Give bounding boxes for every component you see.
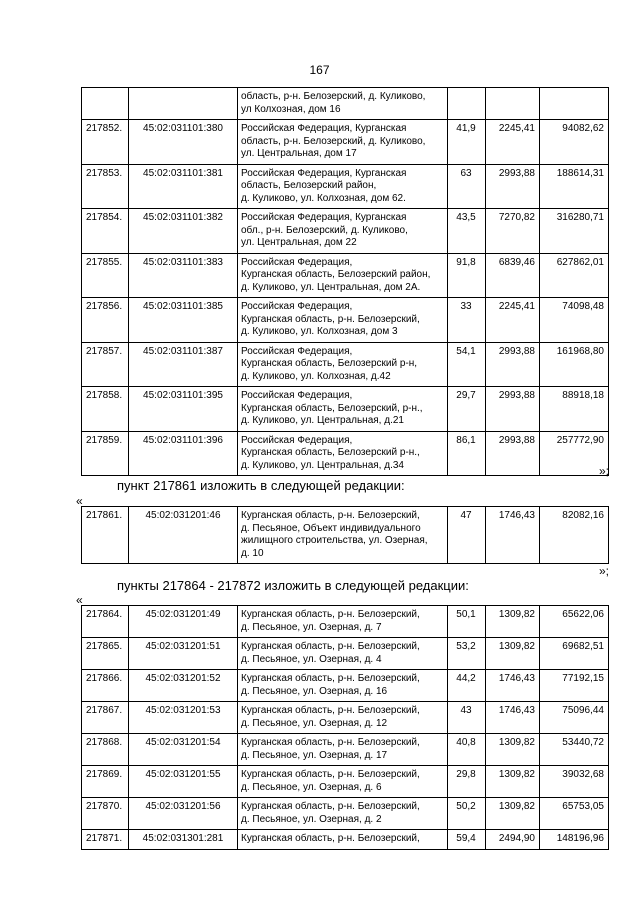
row-number-cell: 217867.	[82, 702, 129, 734]
row-number-cell: 217866.	[82, 670, 129, 702]
table-row	[82, 120, 609, 165]
cadastral-value-cell: 148196,96	[540, 830, 609, 850]
property-table-1	[81, 87, 609, 476]
cadastral-value-cell: 88918,18	[540, 387, 609, 432]
area-cell	[448, 88, 486, 120]
row-number-cell: 217865.	[82, 638, 129, 670]
row-number-cell: 217856.	[82, 298, 129, 343]
row-number-cell: 217864.	[82, 606, 129, 638]
address-line: Российская Федерация,	[241, 434, 353, 446]
address-line: д. Песьяное, ул. Озерная, д. 6	[241, 781, 382, 793]
area-cell: 59,4	[448, 830, 486, 850]
address-cell	[238, 638, 448, 670]
row-number-cell: 217854.	[82, 209, 129, 254]
cadastral-value-cell: 94082,62	[540, 120, 609, 165]
address-line: д. Песьяное, ул. Озерная, д. 16	[241, 685, 388, 697]
cadastral-value-cell: 161968,80	[540, 342, 609, 387]
address-line: Курганская область, р-н. Белозерский,	[241, 833, 420, 844]
address-line: жилищного строительства, ул. Озерная,	[241, 535, 428, 546]
instruction-1: пункт 217861 изложить в следующей редакции:	[117, 478, 405, 493]
address-line: ул. Центральная, дом 22	[241, 237, 357, 248]
row-number-cell: 217859.	[82, 431, 129, 476]
address-line: Курганская область, Белозерский район,	[241, 269, 431, 280]
address-cell	[238, 507, 448, 564]
address-cell	[238, 702, 448, 734]
cadastral-number-cell: 45:02:031201:53	[129, 702, 238, 734]
table-row	[82, 670, 609, 702]
address-line: Российская Федерация, Курганская	[241, 212, 407, 223]
row-number-cell: 217871.	[82, 830, 129, 850]
row-number-cell: 217853.	[82, 164, 129, 209]
cadastral-value-cell: 316280,71	[540, 209, 609, 254]
rate-cell: 1309,82	[486, 606, 540, 638]
address-cell	[238, 387, 448, 432]
cadastral-number-cell: 45:02:031201:54	[129, 734, 238, 766]
address-line: Курганская область, р-н. Белозерский,	[241, 510, 420, 521]
table-row	[82, 431, 609, 476]
area-cell: 50,1	[448, 606, 486, 638]
address-cell	[238, 830, 448, 850]
address-line: Российская Федерация, Курганская	[241, 123, 407, 134]
address-line: д. Куликово, ул. Колхозная, дом 3	[241, 326, 398, 337]
cadastral-number-cell: 45:02:031101:381	[129, 164, 238, 209]
area-cell: 47	[448, 507, 486, 564]
address-cell	[238, 606, 448, 638]
area-cell: 86,1	[448, 431, 486, 476]
address-line: Российская Федерация,	[241, 390, 353, 401]
address-line: Курганская область, Белозерский р-н.,	[241, 447, 420, 458]
cadastral-value-cell: 69682,51	[540, 638, 609, 670]
row-number-cell: 217855.	[82, 253, 129, 298]
cadastral-value-cell: 53440,72	[540, 734, 609, 766]
address-cell	[238, 120, 448, 165]
address-cell	[238, 431, 448, 476]
cadastral-value-cell: 257772,90	[540, 431, 609, 476]
table-row	[82, 298, 609, 343]
address-line: Российская Федерация, Курганская	[241, 167, 407, 179]
cadastral-number-cell: 45:02:031101:396	[129, 431, 238, 476]
rate-cell: 2993,88	[486, 431, 540, 476]
address-line: Российская Федерация,	[241, 301, 353, 312]
area-cell: 50,2	[448, 798, 486, 830]
cadastral-number-cell: 45:02:031101:382	[129, 209, 238, 254]
table-row	[82, 342, 609, 387]
address-line: д. Куликово, ул. Центральная, д.21	[241, 415, 404, 426]
address-cell	[238, 253, 448, 298]
address-line: д. Куликово, ул. Центральная, дом 2А.	[241, 281, 421, 293]
rate-cell: 2993,88	[486, 164, 540, 209]
table-row	[82, 734, 609, 766]
rate-cell: 1746,43	[486, 702, 540, 734]
address-line: д. 10	[241, 547, 264, 559]
row-number-cell: 217852.	[82, 120, 129, 165]
cadastral-number-cell: 45:02:031201:55	[129, 766, 238, 798]
address-line: д. Куликово, ул. Колхозная, д.42	[241, 370, 391, 382]
area-cell: 41,9	[448, 120, 486, 165]
address-cell	[238, 164, 448, 209]
cadastral-value-cell	[540, 88, 609, 120]
cadastral-value-cell: 188614,31	[540, 164, 609, 209]
rate-cell: 2245,41	[486, 298, 540, 343]
cadastral-value-cell: 77192,15	[540, 670, 609, 702]
table-row	[82, 702, 609, 734]
rate-cell: 2245,41	[486, 120, 540, 165]
rate-cell: 7270,82	[486, 209, 540, 254]
cadastral-number-cell	[129, 88, 238, 120]
address-cell	[238, 88, 448, 120]
table-row	[82, 253, 609, 298]
property-table-3	[81, 605, 609, 850]
cadastral-value-cell: 65753,05	[540, 798, 609, 830]
table-row	[82, 798, 609, 830]
address-line: Курганская область, Белозерский, р-н.,	[241, 402, 423, 414]
cadastral-number-cell: 45:02:031201:56	[129, 798, 238, 830]
cadastral-value-cell: 39032,68	[540, 766, 609, 798]
cadastral-value-cell: 627862,01	[540, 253, 609, 298]
cadastral-number-cell: 45:02:031101:383	[129, 253, 238, 298]
area-cell: 91,8	[448, 253, 486, 298]
table-row	[82, 507, 609, 564]
rate-cell: 2993,88	[486, 342, 540, 387]
cadastral-value-cell: 74098,48	[540, 298, 609, 343]
table-row	[82, 164, 609, 209]
rate-cell: 1309,82	[486, 638, 540, 670]
rate-cell	[486, 88, 540, 120]
rate-cell: 2993,88	[486, 387, 540, 432]
row-number-cell: 217870.	[82, 798, 129, 830]
open-quote-1: «	[76, 494, 83, 508]
address-cell	[238, 342, 448, 387]
address-line: д. Куликово, ул. Центральная, д.34	[241, 459, 404, 471]
table-row	[82, 606, 609, 638]
row-number-cell: 217868.	[82, 734, 129, 766]
address-line: ул Колхозная, дом 16	[241, 103, 341, 115]
rate-cell: 1746,43	[486, 670, 540, 702]
address-cell	[238, 670, 448, 702]
cadastral-number-cell: 45:02:031301:281	[129, 830, 238, 850]
address-line: Курганская область, р-н. Белозерский,	[241, 801, 420, 812]
address-line: д. Песьяное, ул. Озерная, д. 4	[241, 653, 382, 665]
address-line: д. Куликово, ул. Колхозная, дом 62.	[241, 192, 406, 204]
address-line: область, р-н. Белозерский, д. Куликово,	[241, 135, 426, 147]
area-cell: 43	[448, 702, 486, 734]
cadastral-value-cell: 82082,16	[540, 507, 609, 564]
address-line: обл., р-н. Белозерский, д. Куликово,	[241, 224, 408, 236]
address-cell	[238, 734, 448, 766]
row-number-cell	[82, 88, 129, 120]
cadastral-number-cell: 45:02:031101:395	[129, 387, 238, 432]
row-number-cell: 217857.	[82, 342, 129, 387]
rate-cell: 1746,43	[486, 507, 540, 564]
address-line: д. Песьяное, Объект индивидуального	[241, 522, 421, 534]
address-line: Курганская область, р-н. Белозерский,	[241, 673, 420, 684]
address-line: д. Песьяное, ул. Озерная, д. 2	[241, 813, 382, 825]
rate-cell: 1309,82	[486, 734, 540, 766]
cadastral-number-cell: 45:02:031101:380	[129, 120, 238, 165]
rate-cell: 1309,82	[486, 798, 540, 830]
page-number: 167	[309, 63, 330, 77]
address-line: д. Песьяное, ул. Озерная, д. 17	[241, 749, 388, 761]
cadastral-number-cell: 45:02:031201:52	[129, 670, 238, 702]
cadastral-number-cell: 45:02:031101:385	[129, 298, 238, 343]
address-line: Российская Федерация,	[241, 345, 353, 357]
close-quote-1: »;	[598, 464, 609, 478]
area-cell: 40,8	[448, 734, 486, 766]
table-row	[82, 766, 609, 798]
area-cell: 63	[448, 164, 486, 209]
address-cell	[238, 209, 448, 254]
address-line: ул. Центральная, дом 17	[241, 148, 357, 159]
property-table-2	[81, 506, 609, 564]
cadastral-number-cell: 45:02:031201:49	[129, 606, 238, 638]
row-number-cell: 217861.	[82, 507, 129, 564]
rate-cell: 6839,46	[486, 253, 540, 298]
address-line: Курганская область, р-н. Белозерский,	[241, 769, 420, 780]
cadastral-number-cell: 45:02:031201:51	[129, 638, 238, 670]
table-row	[82, 209, 609, 254]
address-line: Курганская область, р-н. Белозерский,	[241, 641, 420, 652]
address-line: Курганская область, р-н. Белозерский,	[241, 313, 420, 325]
open-quote-2: «	[76, 593, 83, 607]
area-cell: 44,2	[448, 670, 486, 702]
area-cell: 43,5	[448, 209, 486, 254]
area-cell: 54,1	[448, 342, 486, 387]
table-row	[82, 830, 609, 850]
address-cell	[238, 766, 448, 798]
close-quote-2: »;	[598, 564, 609, 578]
address-line: д. Песьяное, ул. Озерная, д. 12	[241, 717, 388, 729]
area-cell: 33	[448, 298, 486, 343]
address-cell	[238, 798, 448, 830]
row-number-cell: 217869.	[82, 766, 129, 798]
rate-cell: 1309,82	[486, 766, 540, 798]
row-number-cell: 217858.	[82, 387, 129, 432]
cadastral-number-cell: 45:02:031101:387	[129, 342, 238, 387]
cadastral-value-cell: 65622,06	[540, 606, 609, 638]
address-line: Курганская область, р-н. Белозерский,	[241, 737, 420, 748]
area-cell: 29,8	[448, 766, 486, 798]
area-cell: 53,2	[448, 638, 486, 670]
instruction-2: пункты 217864 - 217872 изложить в следующей редакции:	[117, 578, 469, 593]
address-line: Курганская область, р-н. Белозерский,	[241, 705, 420, 716]
rate-cell: 2494,90	[486, 830, 540, 850]
area-cell: 29,7	[448, 387, 486, 432]
address-line: Курганская область, р-н. Белозерский,	[241, 609, 420, 620]
table-row	[82, 88, 609, 120]
cadastral-value-cell: 75096,44	[540, 702, 609, 734]
address-line: д. Песьяное, ул. Озерная, д. 7	[241, 621, 382, 633]
table-row	[82, 638, 609, 670]
cadastral-number-cell: 45:02:031201:46	[129, 507, 238, 564]
address-line: Российская Федерация,	[241, 256, 353, 268]
table-row	[82, 387, 609, 432]
address-line: область, р-н. Белозерский, д. Куликово,	[241, 91, 426, 102]
address-cell	[238, 298, 448, 343]
address-line: область, Белозерский район,	[241, 180, 377, 191]
address-line: Курганская область, Белозерский р-н,	[241, 358, 418, 369]
